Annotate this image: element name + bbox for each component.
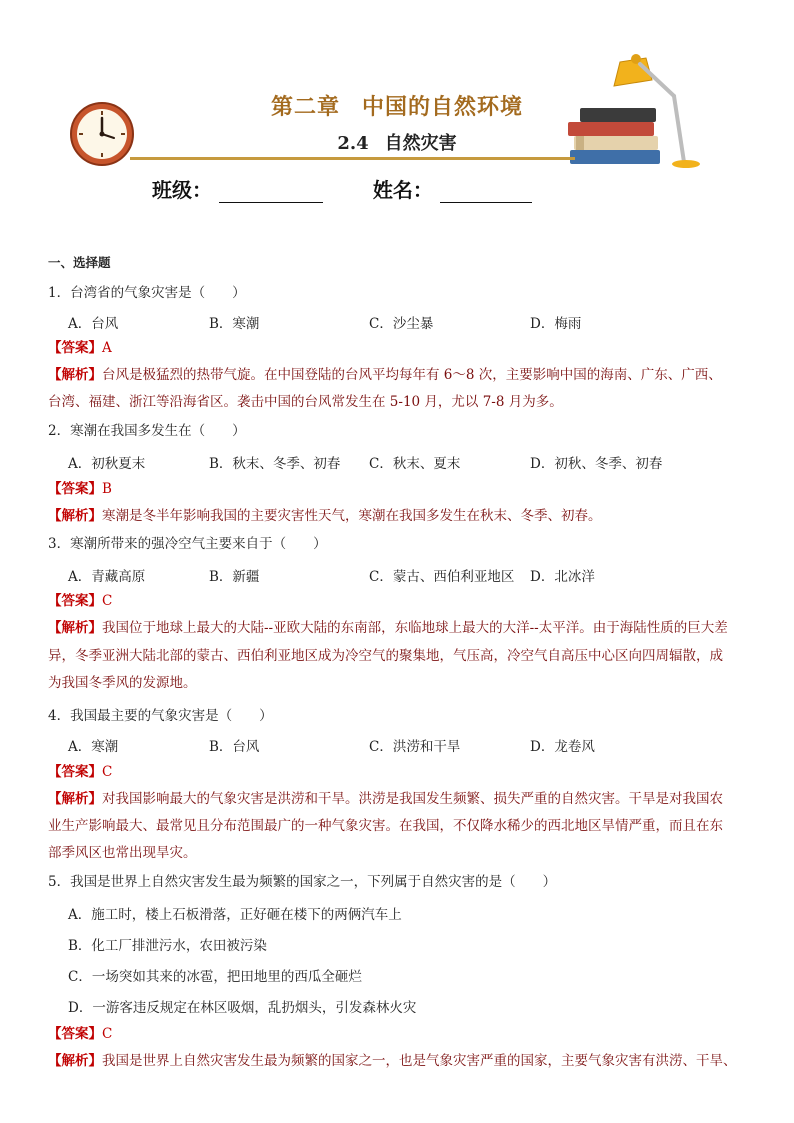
answer-value: C <box>102 593 113 609</box>
answer-value: C <box>102 764 113 780</box>
answer-tag: 【答案】 <box>48 340 102 356</box>
chapter-title <box>0 90 794 121</box>
option-b[interactable]: B．化工厂排泄污水，农田被污染 <box>68 938 267 954</box>
answer-tag: 【答案】 <box>48 1026 102 1042</box>
answer-value: C <box>102 1026 113 1042</box>
explanation-line <box>48 786 760 813</box>
option-d[interactable]: D．一游客违反规定在林区吸烟，乱扔烟头，引发森林火灾 <box>68 1000 417 1016</box>
option-b[interactable]: B．寒潮 <box>209 316 260 332</box>
answer-line <box>48 759 760 786</box>
header-divider <box>130 157 575 160</box>
option-c[interactable]: C．蒙古、西伯利亚地区 <box>369 569 515 585</box>
explanation-line <box>48 1048 760 1075</box>
option-d[interactable]: D．梅雨 <box>530 316 582 332</box>
explanation-text: 寒潮是冬半年影响我国的主要灾害性天气，寒潮在我国多发生在秋末、冬季、初春。 <box>102 508 602 524</box>
answer-line <box>48 335 760 362</box>
question-stem: 1．台湾省的气象灾害是（ ） <box>48 285 246 301</box>
answer-tag: 【答案】 <box>48 764 102 780</box>
explanation-line: 业生产影响最大、最常见且分布范围最广的一种气象灾害。在我国，不仅降水稀少的西北地区旱情严重，而且在东 <box>48 818 723 834</box>
option-c[interactable]: C．秋末、夏末 <box>369 456 461 472</box>
answer-tag: 【答案】 <box>48 593 102 609</box>
question-stem: 4．我国最主要的气象灾害是（ ） <box>48 708 273 724</box>
explanation-line: 部季风区也常出现旱灾。 <box>48 845 197 861</box>
option-b[interactable]: B．台风 <box>209 739 260 755</box>
option-a[interactable]: A．寒潮 <box>68 739 119 755</box>
option-a[interactable]: A．台风 <box>68 316 119 332</box>
question-stem: 3．寒潮所带来的强冷空气主要来自于（ ） <box>48 536 327 552</box>
explanation-tag: 【解析】 <box>48 1053 102 1069</box>
class-blank[interactable] <box>219 180 323 203</box>
explanation-line <box>48 503 760 530</box>
option-d[interactable]: D．初秋、冬季、初春 <box>530 456 663 472</box>
answer-tag: 【答案】 <box>48 481 102 497</box>
chapter-name: 中国的自然环境 <box>362 94 524 120</box>
option-c[interactable]: C．洪涝和干旱 <box>369 739 461 755</box>
name-blank[interactable] <box>440 180 532 203</box>
answer-line <box>48 588 760 615</box>
explanation-tag: 【解析】 <box>48 791 102 807</box>
explanation-text: 台风是极猛烈的热带气旋。在中国登陆的台风平均每年有 6～8 次，主要影响中国的海南、广东、广西、 <box>102 367 722 383</box>
option-a[interactable]: A．施工时，楼上石板滑落，正好砸在楼下的两俩汽车上 <box>68 907 402 923</box>
section-name: 自然灾害 <box>384 133 457 154</box>
name-label: 姓名： <box>372 178 433 202</box>
section-number: 2.4 <box>337 133 369 154</box>
chapter-number: 第二章 <box>270 94 340 120</box>
explanation-text: 我国是世界上自然灾害发生最为频繁的国家之一，也是气象灾害严重的国家，主要气象灾害有洪涝、干旱、 <box>102 1053 737 1069</box>
option-b[interactable]: B．新疆 <box>209 569 260 585</box>
explanation-tag: 【解析】 <box>48 620 102 636</box>
answer-line <box>48 1021 760 1048</box>
option-d[interactable]: D．北冰洋 <box>530 569 595 585</box>
answer-value: A <box>102 340 112 356</box>
option-a[interactable]: A．初秋夏末 <box>68 456 146 472</box>
explanation-tag: 【解析】 <box>48 367 102 383</box>
option-c[interactable]: C．沙尘暴 <box>369 316 434 332</box>
section-title <box>0 129 794 155</box>
explanation-line: 为我国冬季风的发源地。 <box>48 675 197 691</box>
explanation-line: 台湾、福建、浙江等沿海省区。袭击中国的台风常发生在 5-10 月，尤以 7-8 月为多。 <box>48 394 563 410</box>
answer-value: B <box>102 481 112 497</box>
section-heading: 一、选择题 <box>48 255 111 270</box>
option-b[interactable]: B．秋末、冬季、初春 <box>209 456 341 472</box>
question-stem: 2．寒潮在我国多发生在（ ） <box>48 423 246 439</box>
option-a[interactable]: A．青藏高原 <box>68 569 146 585</box>
option-d[interactable]: D．龙卷风 <box>530 739 595 755</box>
question-stem: 5．我国是世界上自然灾害发生最为频繁的国家之一，下列属于自然灾害的是（ ） <box>48 874 557 890</box>
explanation-line <box>48 615 760 642</box>
explanation-line <box>48 362 760 389</box>
answer-line <box>48 476 760 503</box>
name-row <box>152 174 532 203</box>
explanation-tag: 【解析】 <box>48 508 102 524</box>
explanation-line: 异，冬季亚洲大陆北部的蒙古、西伯利亚地区成为冷空气的聚集地，气压高，冷空气自高压中心区向四周辐散，成 <box>48 648 723 664</box>
explanation-text: 我国位于地球上最大的大陆--亚欧大陆的东南部，东临地球上最大的大洋--太平洋。由于海陆性质的巨大差 <box>102 620 728 636</box>
explanation-text: 对我国影响最大的气象灾害是洪涝和干旱。洪涝是我国发生频繁、损失严重的自然灾害。干旱是对我国农 <box>102 791 723 807</box>
option-c[interactable]: C．一场突如其来的冰雹，把田地里的西瓜全砸烂 <box>68 969 362 985</box>
class-label: 班级： <box>152 178 212 202</box>
